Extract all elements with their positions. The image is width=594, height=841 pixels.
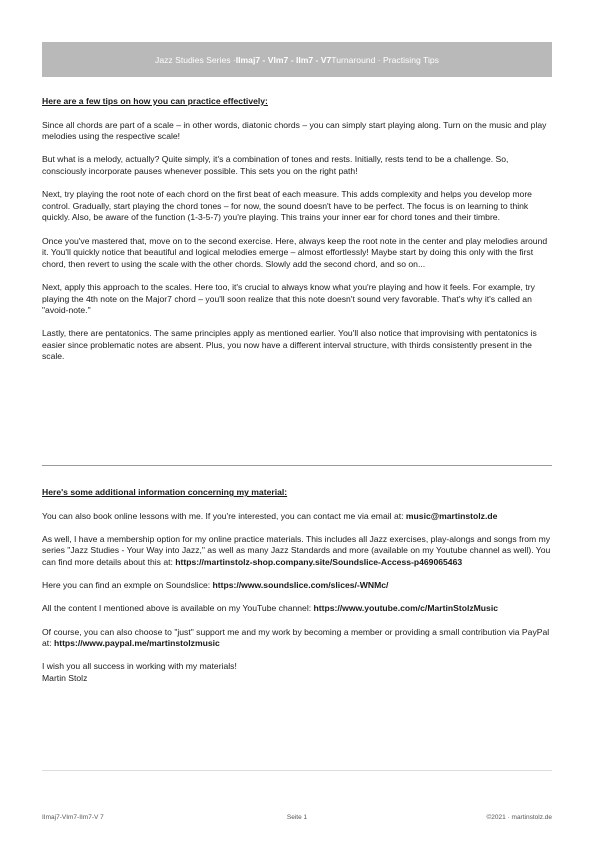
tips-paragraph: Lastly, there are pentatonics. The same principles apply as mentioned earlier. You'll also notice that improvising with pentatonics is easier since problematic notes are absent. Plus, you now have a different interval structure, with thirds consistently present in the scale. xyxy=(42,328,537,362)
youtube-paragraph xyxy=(42,603,554,615)
header-series: Jazz Studies Series · xyxy=(155,54,236,65)
tips-heading: Here are a few tips on how you can practice effectively: xyxy=(42,96,268,106)
lessons-text: You can also book online lessons with me. If you're interested, you can contact me via email at: xyxy=(42,510,406,521)
membership-text: As well, I have a membership option for my online practice materials. This includes all Jazz exercises, play-alongs and songs from my series "Jazz Studies - Your Way into Jazz," as well as many Jazz Standards and more (available on my Youtube channel as well). You can find more details about this at: xyxy=(42,533,551,567)
footer-copyright: ©2021 · martinstolz.de xyxy=(486,814,552,821)
youtube-link[interactable]: https://www.youtube.com/c/MartinStolzMusic xyxy=(313,603,498,614)
section-divider xyxy=(42,465,552,466)
footer-page-number: Seite 1 xyxy=(286,814,308,821)
support-paragraph xyxy=(42,627,554,650)
soundslice-link[interactable]: https://www.soundslice.com/slices/-WNMc/ xyxy=(212,580,389,591)
tips-section xyxy=(42,96,554,375)
lessons-email-link[interactable]: music@martinstolz.de xyxy=(405,510,498,521)
soundslice-paragraph xyxy=(42,580,554,592)
tips-paragraph: Once you've mastered that, move on to the second exercise. Here, always keep the root note in the center and play melodies around it. You'll quickly notice that beautiful and logical melodies emerge – almost effortlessly! Maybe start by doing this only with the first chord, then revert to using the scale with the other chords. Slowly add the second chord, and so on... xyxy=(42,235,548,269)
info-section xyxy=(42,487,554,685)
tips-paragraph: Since all chords are part of a scale – in other words, diatonic chords – you can simply start playing along. Turn on the music and play melodies using the respective scale! xyxy=(42,119,547,142)
signature: Martin Stolz xyxy=(42,672,88,683)
paypal-link[interactable]: https://www.paypal.me/martinstolzmusic xyxy=(53,638,220,649)
closing-line: I wish you all success in working with my materials! xyxy=(42,661,237,672)
info-heading: Here's some additional information concerning my material: xyxy=(42,487,288,497)
header-banner xyxy=(42,42,552,77)
membership-paragraph xyxy=(42,534,554,569)
footer-doc-name: IImaj7-VIm7-IIm7-V 7 xyxy=(42,814,104,821)
tips-paragraph: Next, try playing the root note of each chord on the first beat of each measure. This adds complexity and helps you develop more control. Gradually, start playing the chord tones – for now, the sound doesn't have to be perfect. The focus is on learning to think quickly. Also, be aware of the function (1-3-5-7) you're playing. This trains your inner ear for chord tones and their timbre. xyxy=(42,189,532,223)
footer-divider xyxy=(42,770,552,771)
membership-link[interactable]: https://martinstolz-shop.company.site/Soundslice-Access-p469065463 xyxy=(175,556,463,567)
soundslice-text: Here you can find an exmple on Soundslice: xyxy=(42,580,213,591)
header-suffix: Turnaround · Practising Tips xyxy=(331,54,439,65)
youtube-text: All the content I mentioned above is available on my YouTube channel: xyxy=(42,603,314,614)
tips-paragraph: But what is a melody, actually? Quite simply, it's a combination of tones and rests. Initially, rests tend to be a challenge. So, consciously incorporate pauses whenever possible. This sets you on the right path! xyxy=(42,154,509,176)
header-title: IImaj7 - VIm7 - IIm7 - V7 xyxy=(235,54,332,65)
lessons-paragraph xyxy=(42,511,554,523)
support-text: Of course, you can also choose to "just" support me and my work by becoming a member or providing a small contribution via PayPal at: xyxy=(42,626,550,649)
tips-paragraph: Next, apply this approach to the scales. Here too, it's crucial to always know what you're playing and how it feels. For example, try playing the 4th note on the Major7 chord – you'll soon realize that this note doesn't sound very favorable. That's why it's called an "avoid-note." xyxy=(42,281,535,316)
